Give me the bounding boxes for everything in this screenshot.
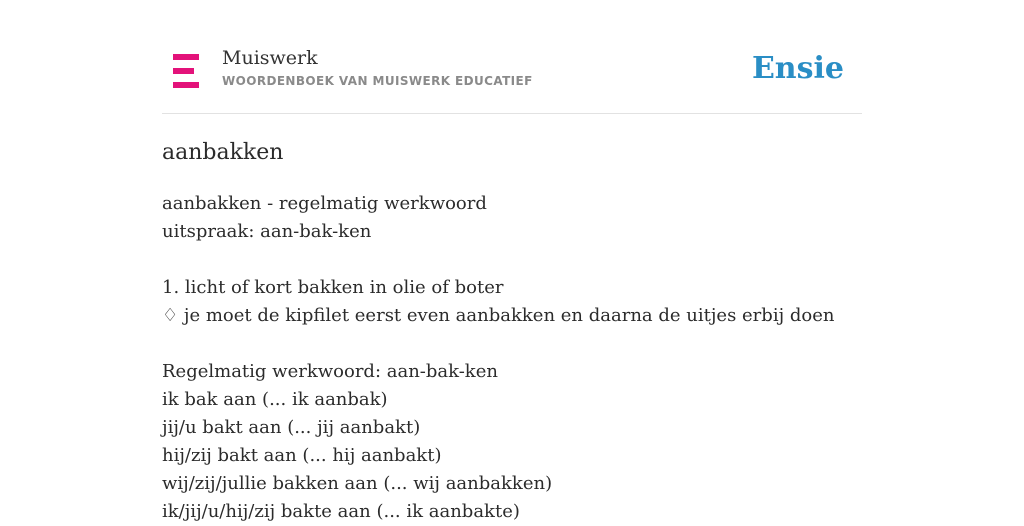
brand-name[interactable]: Muiswerk [222, 47, 318, 69]
muiswerk-logo-icon[interactable] [173, 54, 201, 88]
page [162, 0, 862, 526]
brand-subtitle: WOORDENBOEK VAN MUISWERK EDUCATIEF [222, 74, 533, 88]
ensie-logo[interactable]: Ensie [751, 51, 844, 86]
entry-line: uitspraak: aan-bak-ken [162, 221, 372, 242]
entry-line: 1. licht of kort bakken in olie of boter [162, 277, 504, 298]
entry-line: ik/jij/u/hij/zij bakte aan (... ik aanbakte) [162, 501, 520, 522]
entry-line [162, 330, 862, 358]
entry-line: aanbakken - regelmatig werkwoord [162, 193, 487, 214]
entry-content [162, 190, 862, 526]
entry-title: aanbakken [162, 140, 284, 165]
entry-line: hij/zij bakt aan (... hij aanbakt) [162, 445, 442, 466]
site-header [162, 0, 862, 114]
entry-line: jij/u bakt aan (... jij aanbakt) [162, 417, 421, 438]
logo-bar-bottom [173, 82, 199, 88]
brand-block[interactable] [222, 47, 533, 88]
entry-line: wij/zij/jullie bakken aan (... wij aanbakken) [162, 473, 553, 494]
logo-bar-top [173, 54, 199, 60]
entry-line: ik bak aan (... ik aanbak) [162, 389, 388, 410]
entry-line: ♢ je moet de kipfilet eerst even aanbakken en daarna de uitjes erbij doen [162, 305, 835, 326]
logo-bar-middle [173, 68, 194, 74]
entry-line: Regelmatig werkwoord: aan-bak-ken [162, 361, 498, 382]
entry-line [162, 246, 862, 274]
